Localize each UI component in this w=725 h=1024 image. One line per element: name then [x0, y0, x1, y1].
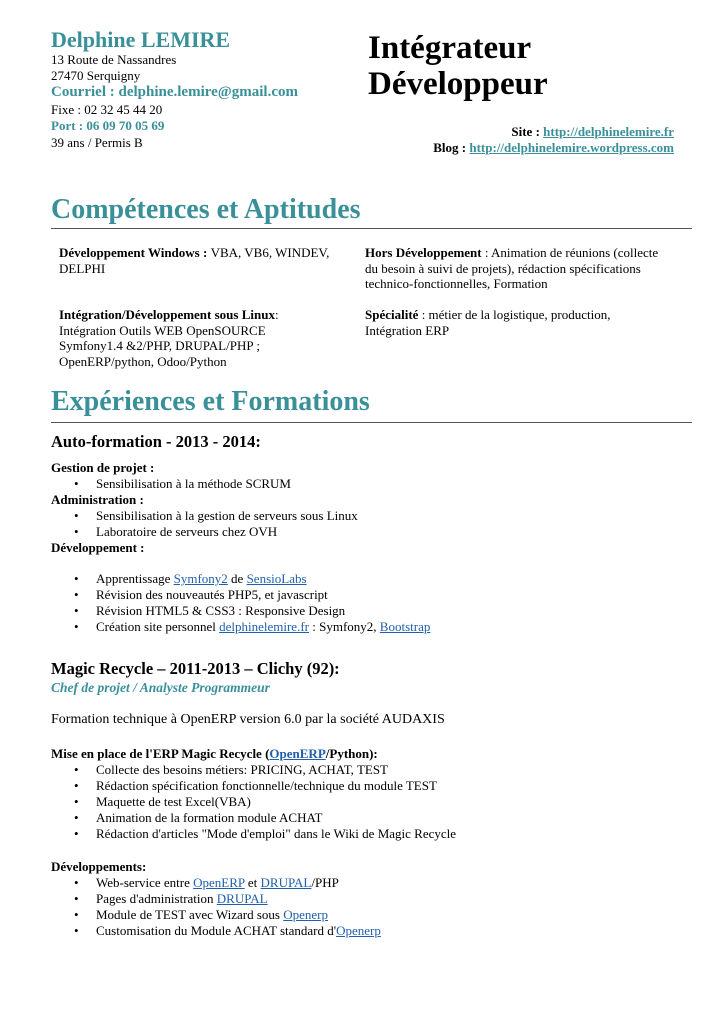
auto-formation-heading: Auto-formation - 2013 - 2014: [51, 432, 261, 451]
address-line-2: 27470 Serquigny [51, 68, 141, 83]
phone-fixe: Fixe : 02 32 45 44 20 [51, 102, 163, 117]
site-line [511, 124, 674, 140]
drupal-link[interactable]: DRUPAL [216, 891, 268, 906]
list-item [96, 619, 430, 635]
magic-recycle-heading: Magic Recycle – 2011-2013 – Clichy (92): [51, 659, 340, 678]
address-line-1: 13 Route de Nassandres [51, 52, 177, 67]
competence-linux-label: Intégration/Développement sous Linux [59, 307, 275, 322]
formation-text: Formation technique à OpenERP version 6.0 par la société AUDAXIS [51, 712, 445, 727]
dev-label: Développement : [51, 540, 145, 555]
job-title-line-1: Intégrateur [368, 30, 532, 66]
competence-linux [59, 307, 349, 369]
blog-line [433, 140, 674, 156]
competence-windows-text: VBA, VB6, WINDEV, DELPHI [59, 245, 330, 276]
competence-linux-line-3: OpenERP/python, Odoo/Python [59, 353, 227, 369]
list-item: • Rédaction spécification fonctionnelle/technique du module TEST [96, 778, 456, 794]
list-item [96, 875, 381, 891]
erp-label [51, 746, 378, 762]
admin-list [51, 508, 358, 540]
text: Création site personnel [96, 619, 220, 634]
blog-link[interactable]: http://delphinelemire.wordpress.com [469, 140, 674, 155]
text: et [244, 875, 261, 890]
list-item [96, 571, 430, 587]
gestion-list [51, 476, 291, 492]
openerp-link[interactable]: Openerp [336, 923, 381, 938]
competence-linux-line-2: Symfony1.4 &2/PHP, DRUPAL/PHP ; [59, 338, 260, 353]
dev-list [51, 571, 430, 635]
age-licence: 39 ans / Permis B [51, 135, 143, 150]
competence-windows-label: Développement Windows : [59, 245, 211, 260]
list-item: • Maquette de test Excel(VBA) [96, 794, 456, 810]
text: Mise en place de l'ERP Magic Recycle ( [51, 746, 270, 761]
candidate-name: Delphine LEMIRE [51, 27, 231, 52]
admin-label: Administration : [51, 492, 144, 507]
text: : Symfony2, [309, 619, 380, 634]
gestion-label: Gestion de projet : [51, 460, 155, 475]
competence-hors-dev [365, 245, 665, 292]
developpements-list [51, 875, 381, 939]
list-item: • Rédaction d'articles "Mode d'emploi" dans le Wiki de Magic Recycle [96, 826, 456, 842]
text: Customisation du Module ACHAT standard d' [96, 923, 337, 938]
section-title-competences: Compétences et Aptitudes [51, 194, 361, 225]
blog-label: Blog : [433, 140, 470, 155]
divider [51, 228, 692, 229]
email-value: delphine.lemire@gmail.com [118, 84, 298, 100]
list-item: • Laboratoire de serveurs chez OVH [96, 524, 358, 540]
competence-hors-dev-label: Hors Développement [365, 245, 482, 260]
job-title [368, 30, 548, 102]
text: de [227, 571, 247, 586]
job-title-line-2: Développeur [368, 66, 548, 102]
symfony2-link[interactable]: Symfony2 [173, 571, 228, 586]
openerp-link[interactable]: Openerp [283, 907, 328, 922]
section-title-experiences: Expériences et Formations [51, 386, 370, 417]
email-line [51, 84, 298, 100]
list-item: • Révision des nouveautés PHP5, et javascript [96, 587, 430, 603]
erp-list [51, 762, 456, 842]
text: Module de TEST avec Wizard sous [96, 907, 284, 922]
email-label: Courriel : [51, 84, 119, 100]
list-item: • Sensibilisation à la gestion de serveurs sous Linux [96, 508, 358, 524]
competence-specialite-label: Spécialité [365, 307, 419, 322]
list-item: • Sensibilisation à la méthode SCRUM [96, 476, 291, 492]
text: Web-service entre [96, 875, 194, 890]
text: Pages d'administration [96, 891, 217, 906]
competence-specialite [365, 307, 665, 338]
divider [51, 422, 692, 423]
openerp-link[interactable]: OpenERP [193, 875, 245, 890]
delphinelemire-link[interactable]: delphinelemire.fr [219, 619, 309, 634]
openerp-link[interactable]: OpenERP [269, 746, 326, 761]
competence-hors-dev-text: : Animation de réunions (collecte du besoin à suivi de projets), rédaction spécifications technico-fonctionnelles, Formation [365, 245, 659, 291]
list-item: • Collecte des besoins métiers: PRICING, ACHAT, TEST [96, 762, 456, 778]
magic-recycle-role: Chef de projet / Analyste Programmeur [51, 680, 270, 695]
text: Apprentissage [96, 571, 174, 586]
list-item [96, 891, 381, 907]
developpements-label: Développements: [51, 859, 147, 874]
list-item [96, 907, 381, 923]
text: /Python): [325, 746, 378, 761]
text: /PHP [311, 875, 339, 890]
competence-specialite-text: : métier de la logistique, production, Intégration ERP [365, 307, 611, 338]
competence-linux-colon: : [274, 307, 279, 322]
drupal-link[interactable]: DRUPAL [260, 875, 312, 890]
phone-mobile: Port : 06 09 70 05 69 [51, 118, 165, 133]
site-link[interactable]: http://delphinelemire.fr [543, 124, 674, 139]
site-label: Site : [511, 124, 544, 139]
list-item [96, 923, 381, 939]
list-item: • Animation de la formation module ACHAT [96, 810, 456, 826]
bootstrap-link[interactable]: Bootstrap [379, 619, 431, 634]
sensiolabs-link[interactable]: SensioLabs [246, 571, 307, 586]
list-item: • Révision HTML5 & CSS3 : Responsive Design [96, 603, 430, 619]
competence-linux-line-1: Intégration Outils WEB OpenSOURCE [59, 322, 266, 338]
competence-windows [59, 245, 349, 276]
